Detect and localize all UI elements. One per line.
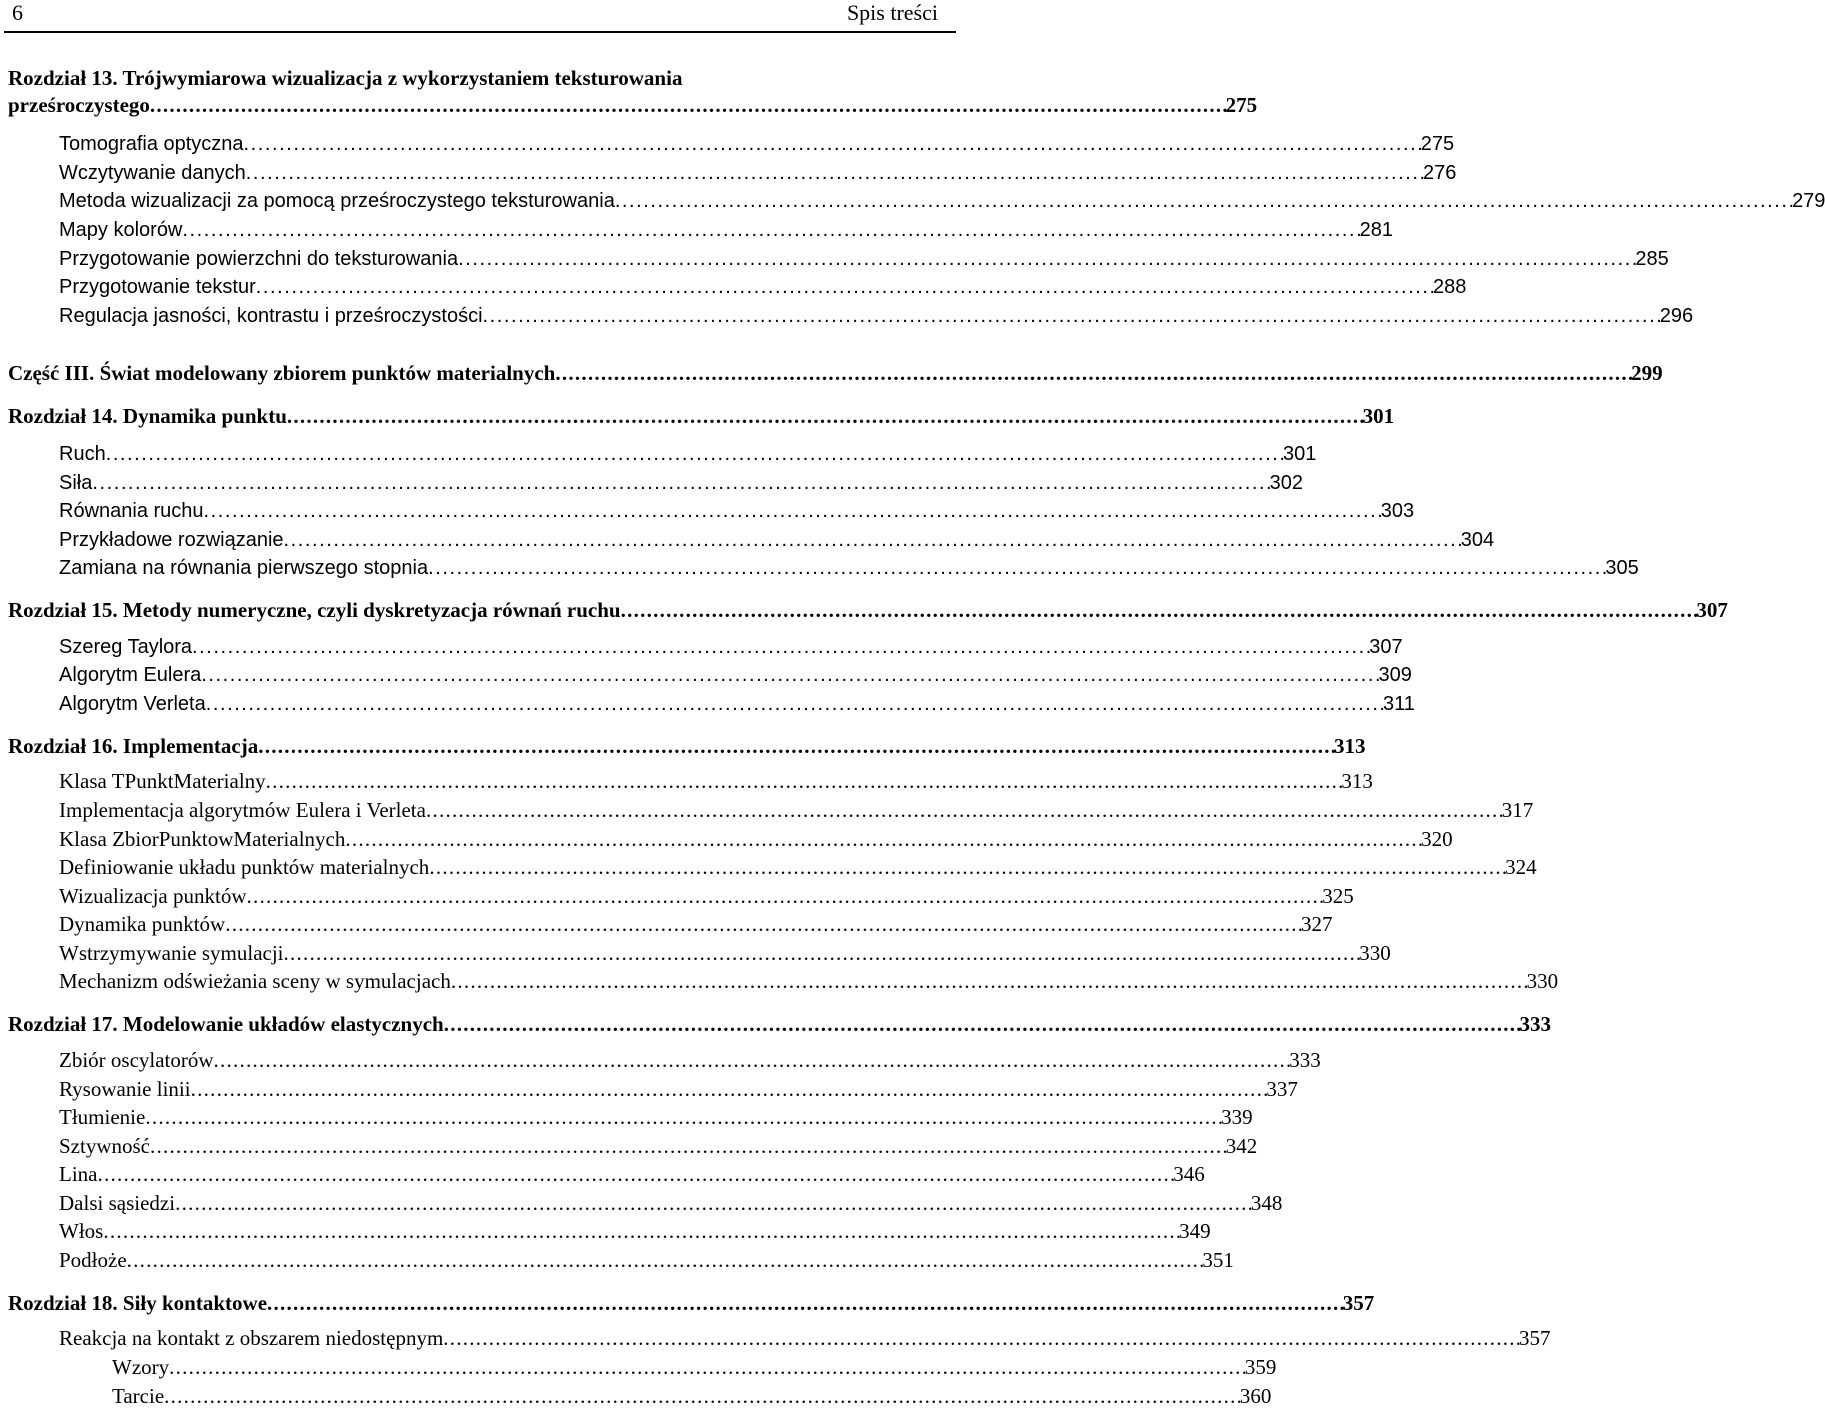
toc-entry-title: Rozdział 17. Modelowanie układów elastycznych — [8, 1012, 444, 1036]
toc-dot-leader — [192, 636, 1369, 659]
toc-dot-leader — [175, 1191, 1251, 1216]
toc-chapter-entry — [8, 63, 952, 91]
toc-section-entry — [59, 1045, 1321, 1073]
toc-entry-title: Klasa TPunktMaterialny — [59, 769, 266, 793]
toc-page-number: 313 — [1341, 769, 1373, 793]
toc-page-number: 281 — [1359, 219, 1394, 241]
toc-entry-title: Wzory — [112, 1355, 170, 1379]
toc-section-entry — [59, 1245, 1234, 1273]
toc-entry-title: Część III. Świat modelowany zbiorem punktów materialnych — [8, 361, 556, 385]
toc-entry-title: Mechanizm odświeżania sceny w symulacjach — [59, 969, 451, 993]
toc-entry-title: Szereg Taylora — [59, 636, 193, 658]
toc-dot-leader — [92, 472, 1269, 495]
toc-page-number: 349 — [1179, 1219, 1211, 1243]
toc-entry-title: Rozdział 15. Metody numeryczne, czyli dyskretyzacja równań ruchu — [8, 598, 621, 622]
toc-chapter-entry — [8, 1288, 1375, 1316]
toc-page-number: 357 — [1519, 1326, 1551, 1350]
toc-entry-title: Klasa ZbiorPunktowMaterialnych — [59, 827, 346, 851]
toc-page-number: 301 — [1362, 404, 1395, 428]
toc-page-number: 285 — [1635, 248, 1669, 270]
toc-dot-leader — [258, 734, 1334, 759]
toc-page-number: 296 — [1659, 305, 1694, 327]
toc-page-number: 279 — [1792, 190, 1825, 212]
toc-section-entry — [59, 214, 1394, 242]
toc-section-entry — [59, 909, 1333, 937]
toc-dot-leader — [247, 884, 1323, 909]
toc-entry-title: Równania ruchu — [59, 500, 204, 522]
toc-dot-leader — [214, 1048, 1290, 1073]
toc-dot-leader — [284, 529, 1461, 552]
toc-page-number: 346 — [1173, 1162, 1205, 1186]
toc-entry-title: Lina — [59, 1162, 98, 1186]
toc-dot-leader — [426, 798, 1502, 823]
running-header-title: Spis treści — [846, 0, 938, 25]
toc-page-number: 275 — [1420, 133, 1455, 155]
toc-section-entry — [59, 659, 1412, 687]
toc-chapter-entry — [8, 1009, 1551, 1037]
toc-entry-title: Rozdział 16. Implementacja — [8, 734, 259, 758]
toc-section-entry — [112, 1352, 1277, 1380]
toc-dot-leader — [201, 664, 1378, 687]
toc-page-number: 299 — [1631, 361, 1663, 385]
toc-section-entry — [59, 1159, 1205, 1187]
toc-entry-title: Tarcie — [112, 1384, 165, 1408]
toc-entry-title: Tomografia optyczna — [59, 133, 244, 155]
toc-entry-title: Rozdział 14. Dynamika punktu — [8, 404, 287, 428]
toc-section-entry — [59, 966, 1559, 994]
toc-entry-title: Wczytywanie danych — [59, 162, 246, 184]
toc-entry-title: Przykładowe rozwiązanie — [59, 529, 284, 551]
toc-section-entry — [59, 1131, 1258, 1159]
toc-entry-title: Dalsi sąsiedzi — [59, 1191, 176, 1215]
toc-entry-title: Tłumienie — [59, 1105, 146, 1129]
page-number: 6 — [12, 0, 23, 25]
toc-dot-leader — [256, 276, 1433, 299]
toc-page-number: 324 — [1505, 855, 1537, 879]
toc-section-entry — [59, 938, 1391, 966]
toc-page-number: 360 — [1239, 1384, 1272, 1408]
toc-page-number: 351 — [1202, 1248, 1234, 1272]
toc-section-entry — [59, 1216, 1211, 1244]
toc-page-number: 320 — [1421, 827, 1453, 851]
toc-section-entry — [59, 795, 1534, 823]
toc-dot-leader — [451, 969, 1527, 994]
toc-section-entry — [59, 128, 1455, 156]
toc-section-entry — [59, 552, 1639, 580]
toc-dot-leader — [429, 855, 1505, 880]
toc-dot-leader — [621, 598, 1697, 623]
toc-page-number: 313 — [1333, 734, 1366, 758]
toc-page-number: 276 — [1423, 162, 1457, 184]
toc-entry-title: Rysowanie linii — [59, 1077, 191, 1101]
toc-section-entry — [59, 688, 1415, 716]
toc-dot-leader — [191, 1077, 1267, 1102]
toc-dot-leader — [267, 1291, 1343, 1316]
toc-dot-leader — [145, 1105, 1221, 1130]
toc-entry-title: Mapy kolorów — [59, 219, 183, 241]
toc-chapter-entry — [8, 358, 1663, 386]
toc-entry-title: Włos — [59, 1219, 104, 1243]
toc-dot-leader — [246, 162, 1423, 185]
toc-page-number: 301 — [1282, 443, 1317, 465]
toc-entry-title: Podłoże — [59, 1248, 127, 1272]
toc-entry-title: Sztywność — [59, 1134, 150, 1158]
toc-section-entry — [59, 824, 1453, 852]
toc-entry-title: Regulacja jasności, kontrastu i prześroczystości — [59, 305, 483, 327]
toc-dot-leader — [182, 219, 1359, 242]
toc-page-number: 337 — [1266, 1077, 1298, 1101]
toc-section-entry — [59, 1102, 1253, 1130]
toc-entry-title: Rozdział 18. Siły kontaktowe — [8, 1291, 268, 1315]
toc-page-number: 303 — [1380, 500, 1415, 522]
toc-chapter-entry — [8, 401, 1395, 429]
toc-dot-leader — [555, 361, 1631, 386]
toc-dot-leader — [169, 1355, 1245, 1380]
toc-entry-title: Implementacja algorytmów Eulera i Verleta — [59, 798, 426, 822]
toc-dot-leader — [97, 1162, 1173, 1187]
toc-entry-title: Algorytm Eulera — [59, 664, 202, 686]
toc-section-entry — [59, 1188, 1283, 1216]
toc-dot-leader — [164, 1384, 1240, 1409]
toc-entry-title: Definiowanie układu punktów materialnych — [59, 855, 430, 879]
toc-dot-leader — [127, 1248, 1203, 1273]
toc-dot-leader — [244, 133, 1421, 156]
toc-chapter-entry — [8, 90, 1258, 118]
toc-dot-leader — [106, 443, 1283, 466]
toc-section-entry — [59, 1323, 1551, 1351]
toc-dot-leader — [284, 941, 1360, 966]
toc-section-entry — [59, 271, 1467, 299]
toc-chapter-entry — [8, 731, 1366, 759]
toc-dot-leader — [428, 557, 1605, 580]
toc-dot-leader — [615, 190, 1792, 213]
toc-page-number: 307 — [1369, 636, 1403, 658]
toc-page-number: 342 — [1225, 1134, 1258, 1158]
toc-page-number: 302 — [1269, 472, 1303, 494]
toc-page-number: 304 — [1460, 529, 1495, 551]
toc-section-entry — [59, 157, 1457, 185]
toc-entry-title: Wizualizacja punktów — [59, 884, 247, 908]
toc-dot-leader — [150, 1134, 1226, 1159]
toc-page-number: 327 — [1300, 912, 1333, 936]
toc-section-entry — [59, 631, 1403, 659]
toc-page-number: 333 — [1519, 1012, 1551, 1036]
toc-section-entry — [59, 1074, 1298, 1102]
toc-dot-leader — [150, 93, 1226, 118]
toc-section-entry — [59, 524, 1495, 552]
toc-page-number: 325 — [1322, 884, 1354, 908]
toc-dot-leader — [206, 693, 1383, 716]
toc-dot-leader — [204, 500, 1381, 523]
toc-entry-title: Zamiana na równania pierwszego stopnia — [59, 557, 429, 579]
toc-entry-title: Metoda wizualizacji za pomocą prześroczystego teksturowania — [59, 190, 615, 212]
toc-page-number: 330 — [1526, 969, 1559, 993]
toc-entry-title: Rozdział 13. Trójwymiarowa wizualizacja z wykorzystaniem teksturowania — [8, 66, 683, 90]
toc-entry-title: Siła — [59, 472, 93, 494]
toc-page-number: 357 — [1342, 1291, 1375, 1315]
toc-dot-leader — [266, 769, 1342, 794]
toc-page-number: 288 — [1433, 276, 1467, 298]
toc-dot-leader — [345, 827, 1421, 852]
toc-page-number: 307 — [1696, 598, 1728, 622]
toc-section-entry — [59, 185, 1825, 213]
toc-dot-leader — [287, 404, 1363, 429]
toc-dot-leader — [483, 305, 1660, 328]
toc-dot-leader — [444, 1012, 1520, 1037]
toc-page-number: 359 — [1244, 1355, 1277, 1379]
toc-entry-title: Dynamika punktów — [59, 912, 226, 936]
toc-entry-title: Wstrzymywanie symulacji — [59, 941, 284, 965]
toc-page-number: 311 — [1382, 693, 1415, 715]
toc-section-entry — [59, 467, 1303, 495]
toc-section-entry — [59, 881, 1354, 909]
toc-page-number: 305 — [1605, 557, 1639, 579]
toc-section-entry — [59, 243, 1669, 271]
toc-dot-leader — [103, 1219, 1179, 1244]
toc-page-number: 309 — [1378, 664, 1412, 686]
toc-page-number: 330 — [1359, 941, 1391, 965]
toc-page-number: 275 — [1225, 93, 1258, 117]
toc-section-entry — [59, 852, 1537, 880]
toc-entry-title: Reakcja na kontakt z obszarem niedostępnym — [59, 1326, 444, 1350]
toc-section-entry — [59, 766, 1373, 794]
toc-chapter-entry — [8, 595, 1728, 623]
toc-entry-title: prześroczystego — [8, 93, 150, 117]
toc-page-number: 348 — [1250, 1191, 1283, 1215]
toc-section-entry — [59, 438, 1317, 466]
toc-page-number: 339 — [1221, 1105, 1253, 1129]
toc-dot-leader — [458, 248, 1635, 271]
toc-entry-title: Przygotowanie tekstur — [59, 276, 256, 298]
toc-entry-title: Ruch — [59, 443, 106, 465]
toc-dot-leader — [225, 912, 1301, 937]
toc-section-entry — [59, 495, 1415, 523]
toc-section-entry — [59, 300, 1694, 328]
toc-entry-title: Przygotowanie powierzchni do teksturowania — [59, 248, 459, 270]
toc-entry-title: Zbiór oscylatorów — [59, 1048, 214, 1072]
toc-page-number: 317 — [1501, 798, 1534, 822]
toc-section-entry — [112, 1381, 1272, 1409]
toc-dot-leader — [443, 1326, 1519, 1351]
toc-entry-title: Algorytm Verleta — [59, 693, 206, 715]
toc-page-number: 333 — [1289, 1048, 1321, 1072]
